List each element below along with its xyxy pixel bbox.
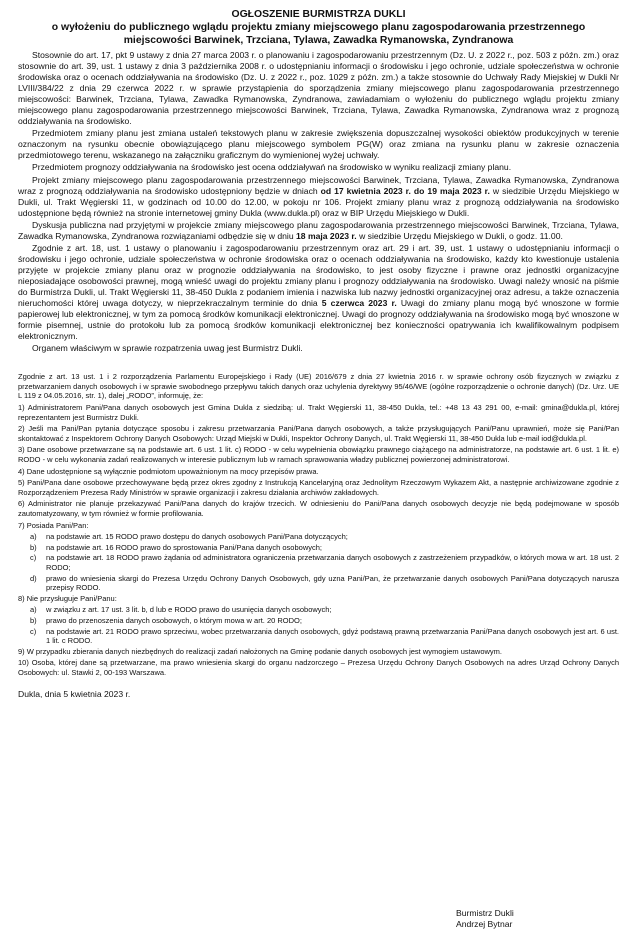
rodo-item-4: 4) Dane udostępnione są wyłącznie podmiotom upoważnionym na mocy przepisów prawa. xyxy=(18,466,319,476)
rodo-item-7c: c) na podstawie art. 18 RODO prawo żądania od administratora ograniczenia przetwarzania danych osobowych z zastrzeżeniem przypadków, o których mowa w art. 18 ust. 2 RODO; xyxy=(30,553,619,572)
rodo-item-10: 10) Osoba, której dane są przetwarzane, ma prawo wniesienia skargi do organu nadzorczego – Prezesa Urzędu Ochrony Danych Osobowych na adres Urząd Ochrony Danych Osobowych: ul. Stawki 2, 00-193 Warszawa. xyxy=(18,658,619,677)
paragraph-availability xyxy=(18,175,619,219)
rodo-intro: Zgodnie z art. 13 ust. 1 i 2 rozporządzenia Parlamentu Europejskiego i Rady (UE) 2016/679 z dnia 27 kwietnia 2016 r. w sprawie ochrony osób fizycznych w związku z przetwarzaniem danych osobowych i w sprawie swobodnego przepływu takich danych oraz uchylenia dyrektywy 95/46/WE (ogólne rozporządzenie o ochronie danych) (Dz. Urz. UE L 119 z 04.05.2016, str. 1), dalej „RODO”, informuję, że: xyxy=(18,372,619,401)
discussion-text-1: Dyskusja publiczna nad przyjętymi w projekcie zmiany miejscowego planu zagospodarowania przestrzennego miejscowości Barwinek, Trzciana, Tylawa, Zawadka Rymanowska, Zyndranowa rozwiązaniami odbędzie się w dniu xyxy=(18,219,619,241)
rodo-item-8b: b) prawo do przenoszenia danych osobowych, o którym mowa w art. 20 RODO; xyxy=(30,615,302,625)
paragraph-comments xyxy=(18,243,619,342)
signature-title: Burmistrz Dukli xyxy=(456,908,514,918)
rodo-item-7b: b) na podstawie art. 16 RODO prawo do sprostowania Pani/Pana danych osobowych; xyxy=(30,542,322,552)
announcement-title xyxy=(18,8,619,47)
rodo-clause xyxy=(18,372,619,677)
rodo-item-2: 2) Jeśli ma Pani/Pan pytania dotyczące sposobu i zakresu przetwarzania Pani/Pana danych osobowych, a także przysługujących Pani/Panu uprawnień, może się Pani/Pan skontaktować z Inspektorem Ochrony Danych Osobowych: Urząd Miejski w Dukli, Inspektor Ochrony Danych, ul. Trakt Węgierski 11, 38-450 Dukla lub e-mail iod@dukla.pl. xyxy=(18,424,619,443)
rodo-item-6: 6) Administrator nie planuje przekazywać Pani/Pana danych do krajów trzecich. W odniesieniu do Pani/Pana danych osobowych decyzje nie będą podejmowane w sposób zautomatyzowany, w tym również w formie profilowania. xyxy=(18,499,619,518)
comments-text-1: Zgodnie z art. 18, ust. 1 ustawy o planowaniu i zagospodarowaniu przestrzennym oraz art. 29 i art. 39, ust. 1 ustawy o udostępnianiu informacji o środowisku i jego ochronie, udziale społeczeństwa w ochronie środowiska oraz o ocenach oddziaływania na środowisko, każdy kto kwestionuje ustalenia przyjęte w projekcie zmiany planu oraz w prognozie oddziaływania na środowisko, to jest osoby fizyczne i prawne oraz jednostki organizacyjne nieposiadające osobowości prawnej, mogą wnieść uwagi do projektu zmiany planu i prognozy oddziaływania na środowisko. Uwagi należy wnosić na piśmie do Burmistrza Dukli, ul. Trakt Węgierski 11, 38-450 Dukla z podaniem imienia i nazwiska lub nazwy jednostki organizacyjnej oraz adresu, a także oznaczenia nieruchomości której uwaga dotyczy, w nieprzekraczalnym terminie do dnia xyxy=(18,242,619,309)
discussion-date: 18 maja 2023 r. xyxy=(296,230,357,241)
rodo-item-9: 9) W przypadku zbierania danych niezbędnych do realizacji zadań nałożonych na Gminę podanie danych osobowych jest wymogiem ustawowym. xyxy=(18,646,503,656)
rodo-item-7: 7) Posiada Pani/Pan: xyxy=(18,520,89,530)
rodo-item-8a: a) w związku z art. 17 ust. 3 lit. b, d lub e RODO prawo do usunięcia danych osobowych; xyxy=(30,605,332,615)
announcement-body xyxy=(18,50,619,354)
signature-name: Andrzej Bytnar xyxy=(456,919,513,929)
paragraph-plan-subject: Przedmiotem zmiany planu jest zmiana ustaleń tekstowych planu w zakresie zwiększenia dopuszczalnej wysokości obiektów produkcyjnych w terenie oznaczonym na rysunku obecnie obowiązującego planu miejscowego symbolem PG(W) oraz zmiana na rysunku planu w zakresie oznaczenia przedmiotowego terenu, wskazanego na załączniku graficznym do wymienionej wyżej uchwały. xyxy=(18,128,619,161)
comments-deadline: 5 czerwca 2023 r. xyxy=(321,298,397,309)
document-date: Dukla, dnia 5 kwietnia 2023 r. xyxy=(18,689,131,700)
availability-dates: od 17 kwietnia 2023 r. do 19 maja 2023 r. xyxy=(320,185,490,196)
paragraph-forecast-subject: Przedmiotem prognozy oddziaływania na środowisko jest ocena oddziaływań na środowisko w wyniku realizacji zmiany planu. xyxy=(32,162,512,173)
paragraph-legal-basis: Stosownie do art. 17, pkt 9 ustawy z dnia 27 marca 2003 r. o planowaniu i zagospodarowaniu przestrzennym (Dz. U. z 2022 r., poz. 503 z późn. zm.) oraz stosownie do art. 39, ust. 1 ustawy z dnia 3 października 2008 r. o udostępnianiu informacji o środowisku i jego ochronie, udziale społeczeństwa w ochronie środowiska oraz o ocenach oddziaływania na środowisko (Dz. U. z 2022 r., poz. 1029 z późn. zm.) a także stosownie do Uchwały Rady Miejskiej w Dukli Nr LVIII/384/22 z dnia 29 czerwca 2022 r. w sprawie przystąpienia do sporządzenia zmiany miejscowego planu zagospodarowania przestrzennego miejscowości: Barwinek, Trzciana, Tylawa, Zawadka Rymanowska, Zyndranowa, zawiadamiam o wyłożeniu do publicznego wglądu projektu zmiany miejscowego planu zagospodarowania przestrzennego miejscowości Barwinek, Trzciana, Tylawa, Zawadka Rymanowska, Zyndranowa wraz z prognozą oddziaływania na środowisko. xyxy=(18,50,619,127)
availability-text-1: Projekt zmiany miejscowego planu zagospodarowania przestrzennego miejscowości Barwinek, Trzciana, Tylawa, Zawadka Rymanowska, Zyndranowa wraz z prognozą oddziaływania na środowisko udostępniony będzie w dniach xyxy=(18,174,619,196)
discussion-text-2: w siedzibie Urzędu Miejskiego w Dukli, o godz. 11.00. xyxy=(356,230,563,241)
title-subject: o wyłożeniu do publicznego wglądu projektu zmiany miejscowego planu zagospodarowania przestrzennego miejscowości Barwinek, Trzciana, Tylawa, Zawadka Rymanowska, Zyndranowa xyxy=(51,22,586,46)
rodo-item-8: 8) Nie przysługuje Pani/Panu: xyxy=(18,593,117,603)
availability-text-2: w siedzibie Urzędu Miejskiego w Dukli, ul. Trakt Węgierski 11, w godzinach od 10.00 do 12.00, w pokoju nr 106. Projekt zmiany planu wraz z prognozą oddziaływania na środowisko udostępnione będą również na stronie internetowej gminy Dukla (www.dukla.pl) oraz w BIP Urzędu Miejskiego w Dukli. xyxy=(18,185,619,218)
rodo-item-5: 5) Pani/Pana dane osobowe przechowywane będą przez okres zgodny z Instrukcją Kancelaryjną oraz Jednolitym Rzeczowym Wykazem Akt, a następnie archiwizowane zgodnie z Rozporządzeniem Prezesa Rady Ministrów w sprawie organizacji i zakresu działania archiwów zakładowych. xyxy=(18,478,619,497)
rodo-item-7d: d) prawo do wniesienia skargi do Prezesa Urzędu Ochrony Danych Osobowych, gdy uzna Pani/Pan, że przetwarzanie danych osobowych Pani/Pana dotyczących narusza przepisy RODO. xyxy=(30,573,619,593)
signature-block xyxy=(456,908,514,930)
rodo-item-7a: a) na podstawie art. 15 RODO prawo dostępu do danych osobowych Pani/Pana dotyczących; xyxy=(30,532,348,542)
rodo-item-8c: c) na podstawie art. 21 RODO prawo sprzeciwu, wobec przetwarzania danych osobowych, gdyż podstawą prawną przetwarzania Pani/Pana danych osobowych jest art. 6 ust. 1 lit. c RODO. xyxy=(30,626,619,646)
paragraph-competent-authority: Organem właściwym w sprawie rozpatrzenia uwag jest Burmistrz Dukli. xyxy=(32,343,303,354)
rodo-item-1: 1) Administratorem Pani/Pana danych osobowych jest Gmina Dukla z siedzibą: ul. Trakt Węgierski 11, 38-450 Dukla, tel.: +48 13 43 291 00, e-mail: gmina@dukla.pl, której reprezentantem jest Burmistrz Dukli. xyxy=(18,403,619,422)
title-heading: OGŁOSZENIE BURMISTRZA DUKLI xyxy=(231,9,406,20)
rodo-item-3: 3) Dane osobowe przetwarzane są na podstawie art. 6 ust. 1 lit. c) RODO - w celu wypełnienia obowiązku prawnego ciążącego na administratorze, na podstawie art. 6 ust. 1 lit. e) RODO - w celu wykonania zadań realizowanych w interesie publicznym lub w ramach sprawowania władzy publicznej powierzonej administratorowi. xyxy=(18,445,619,465)
paragraph-public-discussion xyxy=(18,220,619,242)
comments-text-2: Uwagi do zmiany planu mogą być wnoszone w formie papierowej lub elektronicznej, w tym za pomocą środków komunikacji elektronicznej. Uwagi do prognozy oddziaływania na środowisko mogą być wnoszone w formie pisemnej, ustnie do protokołu lub za pomocą środków komunikacji elektronicznej bez konieczności opatrywania ich kwalifikowalnym podpisem elektronicznym. xyxy=(18,298,619,342)
